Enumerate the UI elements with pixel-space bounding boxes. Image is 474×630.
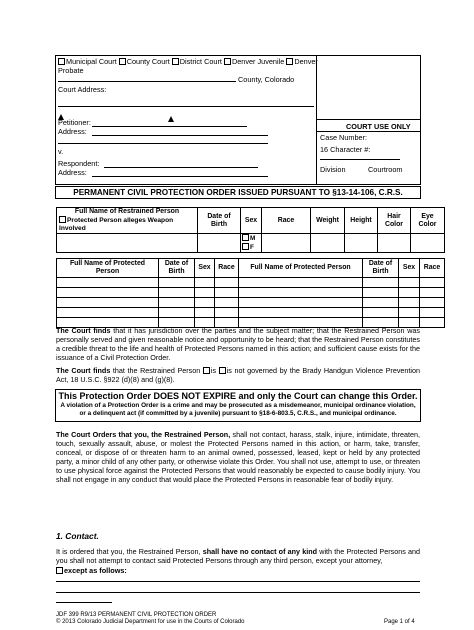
protected-person-cell[interactable]	[363, 308, 399, 318]
protected-person-cell[interactable]	[195, 308, 215, 318]
sex-cell	[241, 234, 262, 253]
court-type-label: County Court	[126, 57, 170, 66]
contact-text-bold: shall have no contact of any kind	[202, 547, 318, 556]
protected-person-cell[interactable]	[195, 298, 215, 308]
weight-cell[interactable]	[311, 234, 345, 253]
protected-person-cell[interactable]	[159, 278, 195, 288]
protected-person-cell[interactable]	[57, 308, 159, 318]
protected-persons-table	[56, 258, 445, 328]
brady-is: is	[210, 366, 217, 375]
respondent-line[interactable]	[104, 167, 258, 168]
restrained-name-cell[interactable]	[57, 234, 198, 253]
except-line-3[interactable]	[56, 602, 112, 603]
footer-copyright: © 2013 Colorado Judicial Department for use in the Courts of Colorado	[56, 619, 245, 625]
protected-person-cell[interactable]	[239, 278, 363, 288]
case-number-label: Case Number:	[320, 133, 368, 142]
eye-color-cell[interactable]	[411, 234, 445, 253]
brady-pre: that the Restrained Person	[110, 366, 203, 375]
protected-person-row	[57, 298, 445, 308]
protected-person-cell[interactable]	[159, 308, 195, 318]
protected-person-cell[interactable]	[363, 298, 399, 308]
sixteen-character-label: 16 Character #:	[320, 145, 371, 154]
protected-person-row	[57, 308, 445, 318]
protected-person-row	[57, 288, 445, 298]
protected-person-cell[interactable]	[420, 318, 445, 328]
protected-person-cell[interactable]	[420, 278, 445, 288]
notice-line-1: A violation of a Protection Order is a crime and may be prosecuted as a misdemeanor, municipal ordinance violation,	[60, 402, 416, 409]
court-address-line[interactable]	[58, 106, 314, 107]
restrained-person-table	[56, 207, 445, 253]
notice-line-2: or a delinquent act (if committed by a juvenile) pursuant to §18-6-803.5, C.R.S., and municipal ordinance.	[79, 410, 397, 417]
petitioner-line[interactable]	[92, 126, 247, 127]
district-court-checkbox[interactable]	[172, 58, 179, 65]
col-header: Eye Color	[411, 208, 445, 234]
contact-text-post: with the Protected Persons and you shall not attempt to contact said Protected Persons through any third person, except your attorney,	[56, 547, 420, 565]
protected-person-cell[interactable]	[215, 288, 239, 298]
protected-person-cell[interactable]	[399, 288, 420, 298]
except-line-2[interactable]	[56, 592, 420, 593]
contact-text-pre: It is ordered that you, the Restrained Person,	[56, 547, 203, 556]
weapon-note: Protected Person alleges Weapon Involved	[59, 217, 174, 232]
court-type-label: Municipal Court	[66, 57, 117, 66]
municipal-court-checkbox[interactable]	[58, 58, 65, 65]
denver-juvenile-checkbox[interactable]	[224, 58, 231, 65]
court-use-divider	[316, 119, 420, 120]
brady-lead: The Court finds	[56, 366, 111, 375]
protected-person-cell[interactable]	[215, 278, 239, 288]
court-type-label: District Court	[179, 57, 222, 66]
protected-person-cell[interactable]	[159, 288, 195, 298]
protected-person-cell[interactable]	[215, 308, 239, 318]
dob-cell[interactable]	[198, 234, 241, 253]
except-row	[56, 566, 127, 575]
protected-col-header: Sex	[399, 259, 420, 278]
court-type-row	[58, 57, 318, 66]
hair-color-cell[interactable]	[378, 234, 411, 253]
footer-form: JDF 399 R9/13 PERMANENT CIVIL PROTECTION ORDER	[56, 612, 217, 618]
col-header: Race	[262, 208, 311, 234]
triangle-marker-icon	[168, 116, 174, 122]
respondent-label: Respondent:	[58, 159, 100, 168]
protected-person-cell[interactable]	[363, 288, 399, 298]
protected-person-cell[interactable]	[239, 308, 363, 318]
protected-person-cell[interactable]	[399, 278, 420, 288]
protected-person-cell[interactable]	[57, 288, 159, 298]
court-address-label: Court Address:	[58, 85, 107, 94]
respondent-address-label: Address:	[58, 168, 87, 177]
contact-paragraph	[56, 547, 420, 565]
sex-f-checkbox[interactable]	[242, 243, 249, 250]
except-line-1[interactable]	[56, 581, 420, 582]
findings-paragraph	[56, 326, 420, 362]
protected-person-cell[interactable]	[363, 278, 399, 288]
probate-label: Probate	[58, 66, 84, 75]
protected-col-header: Full Name of Protected Person	[57, 259, 159, 278]
col-header: Sex	[241, 208, 262, 234]
division-line[interactable]	[320, 159, 400, 160]
court-use-only-label: COURT USE ONLY	[346, 122, 411, 131]
restrained-name-header	[57, 208, 198, 234]
brady-is-not: is	[226, 366, 232, 375]
col-header: Height	[345, 208, 378, 234]
protected-person-cell[interactable]	[420, 288, 445, 298]
county-court-checkbox[interactable]	[119, 58, 126, 65]
petitioner-address-label: Address:	[58, 127, 87, 136]
footer-page: Page 1 of 4	[384, 619, 415, 625]
brady-is-not-checkbox[interactable]	[219, 367, 226, 374]
respondent-address-line[interactable]	[92, 176, 268, 177]
division-label: Division	[320, 165, 346, 174]
sex-m-checkbox[interactable]	[242, 234, 249, 241]
court-use-divider	[316, 131, 420, 132]
protected-person-cell[interactable]	[399, 298, 420, 308]
county-label: County, Colorado	[238, 75, 295, 84]
protected-col-header: Date of Birth	[159, 259, 195, 278]
protected-col-header: Full Name of Protected Person	[239, 259, 363, 278]
court-type-label: Denver	[294, 57, 318, 66]
orders-paragraph	[56, 430, 420, 484]
protected-col-header: Race	[215, 259, 239, 278]
petitioner-address-line-2[interactable]	[58, 143, 268, 144]
protected-person-cell[interactable]	[239, 288, 363, 298]
denver-probate-checkbox[interactable]	[286, 58, 293, 65]
findings-lead: The Court finds	[56, 326, 111, 335]
orders-text: shall not contact, harass, stalk, injure, intimidate, threaten, touch, sexually assault, abuse, or molest the Protected Persons named in this action, or harm, take, transfer, conceal, or dispose of or threaten harm to an animal owned, possessed, leased, kept or held by any protected party, a minor child of any other party, or otherwise violate this Order. You shall not use, attempt to use, or threaten to use physical force against the Protected Persons that would reasonably be expected to cause bodily injury. You shall not engage in any conduct that would place the Protected Persons in reasonable fear of bodily injury.	[56, 430, 420, 484]
versus-label: v.	[58, 147, 64, 156]
protected-person-row	[57, 278, 445, 288]
protected-person-cell[interactable]	[195, 278, 215, 288]
document-title: PERMANENT CIVIL PROTECTION ORDER ISSUED PURSUANT TO §13-14-106, C.R.S.	[55, 186, 421, 199]
protected-col-header: Race	[420, 259, 445, 278]
petitioner-address-line[interactable]	[92, 135, 268, 136]
notice-heading: This Protection Order DOES NOT EXPIRE and only the Court can change this Order.	[58, 391, 418, 401]
brady-post: not governed by the Brady Handgun Violence Prevention Act, 18 U.S.C. §922 (d)(8) and (g)(8).	[56, 366, 421, 384]
protected-person-cell[interactable]	[215, 298, 239, 308]
contact-heading: 1. Contact.	[56, 531, 99, 541]
except-label: except as follows:	[64, 566, 127, 575]
protected-person-cell[interactable]	[57, 298, 159, 308]
race-cell[interactable]	[262, 234, 311, 253]
height-cell[interactable]	[345, 234, 378, 253]
brady-is-checkbox[interactable]	[203, 367, 210, 374]
court-type-label: Denver Juvenile	[231, 57, 285, 66]
protected-person-cell[interactable]	[399, 308, 420, 318]
sex-option: M	[250, 235, 256, 242]
protected-person-cell[interactable]	[195, 288, 215, 298]
orders-lead: The Court Orders that you, the Restrained Person,	[56, 430, 231, 439]
protected-col-header: Date of Birth	[363, 259, 399, 278]
courtroom-label: Courtroom	[368, 165, 403, 174]
restrained-name-label: Full Name of Restrained Person	[74, 208, 180, 215]
protected-person-cell[interactable]	[57, 278, 159, 288]
protected-person-cell[interactable]	[420, 308, 445, 318]
findings-text: that it has jurisdiction over the parties and the subject matter; that the Restrained Person was personally served and given reasonable notice and opportunity to be heard; that the Restrained Person constitutes a credible threat to the life and health of Protected Persons named in this action; and sufficient cause exists for the issuance of a Civil Protection Order.	[56, 326, 421, 362]
col-header: Hair Color	[378, 208, 411, 234]
petitioner-label: Petitioner:	[58, 118, 91, 127]
col-header: Weight	[311, 208, 345, 234]
protected-person-cell[interactable]	[239, 298, 363, 308]
brady-paragraph	[56, 366, 420, 384]
col-header: Date of Birth	[198, 208, 241, 234]
except-checkbox[interactable]	[56, 567, 63, 574]
sex-option: F	[250, 244, 254, 251]
triangle-marker-icon	[58, 114, 64, 120]
county-line[interactable]	[58, 81, 236, 82]
protected-col-header: Sex	[195, 259, 215, 278]
protected-person-cell[interactable]	[159, 298, 195, 308]
protected-person-cell[interactable]	[420, 298, 445, 308]
weapon-checkbox[interactable]	[59, 216, 66, 223]
